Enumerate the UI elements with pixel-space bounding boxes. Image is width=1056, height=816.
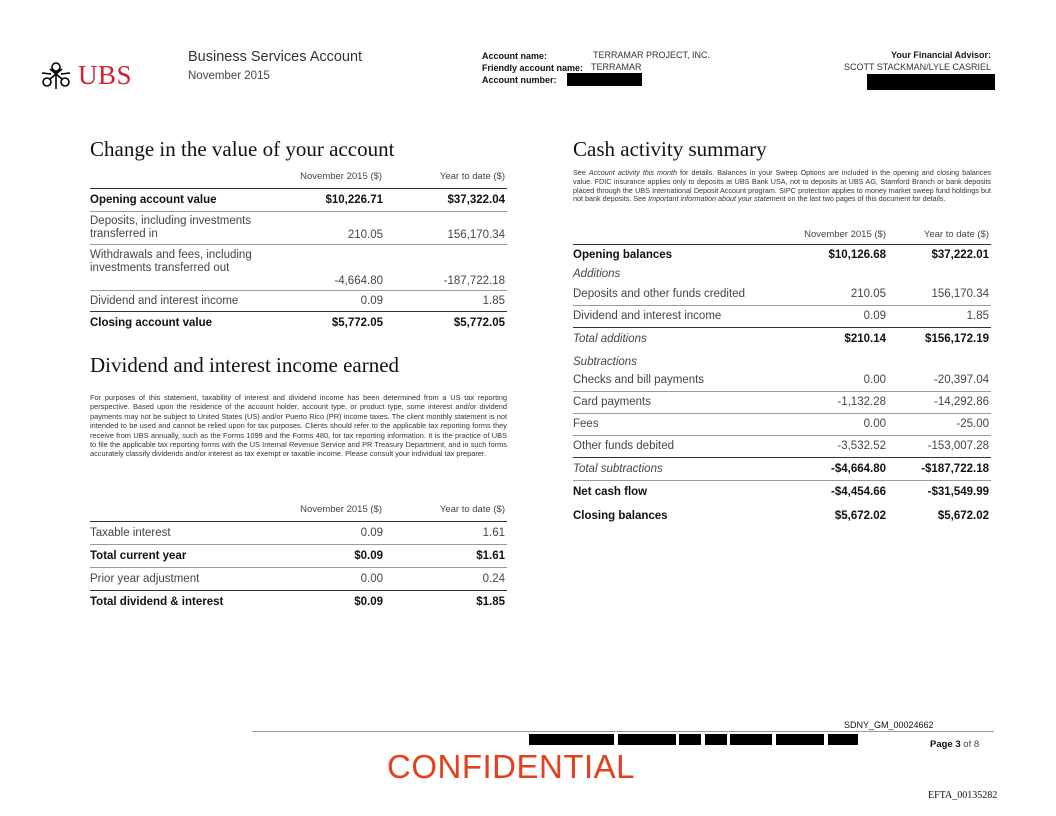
row-value-ytd: $156,172.19: [925, 333, 989, 345]
page-of: of: [963, 739, 972, 750]
row-value-month: 0.00: [863, 374, 886, 386]
row-value-ytd: $5,772.05: [453, 317, 505, 329]
col-header-month: November 2015 ($): [300, 171, 382, 182]
account-number-redaction: [567, 73, 642, 86]
footer-divider: [252, 731, 994, 732]
row-value-month: 210.05: [347, 229, 383, 241]
row-value-ytd: $37,322.04: [447, 194, 505, 206]
row-value-ytd: 156,170.34: [447, 229, 505, 241]
row-value-ytd: $1.85: [476, 596, 505, 608]
logo-text: UBS: [78, 60, 133, 90]
footer-redaction: [679, 734, 701, 745]
footer-redaction: [828, 734, 858, 745]
row-label: Taxable interest: [90, 527, 171, 539]
row-value-month: 0.09: [360, 295, 383, 307]
row-label: Deposits and other funds credited: [573, 288, 745, 300]
subtractions-label: Subtractions: [573, 356, 637, 368]
table-row: [573, 245, 991, 266]
row-value-month: 210.05: [850, 288, 886, 300]
row-label: Checks and bill payments: [573, 374, 705, 386]
row-label: Total additions: [573, 333, 647, 345]
table-row: [90, 291, 507, 312]
account-title: Business Services Account: [188, 49, 363, 65]
row-value-ytd: $1.61: [476, 550, 505, 562]
row-value-month: $5,672.02: [834, 510, 886, 522]
cash-section-title: Cash activity summary: [573, 137, 767, 161]
row-label: Dividend and interest income: [90, 295, 239, 307]
row-value-month: $210.14: [844, 333, 886, 345]
row-value-month: -1,132.28: [837, 396, 886, 408]
change-section-title: Change in the value of your account: [90, 137, 395, 161]
table-row: [90, 189, 507, 212]
row-label: Closing account value: [90, 317, 213, 329]
account-values: [593, 49, 710, 73]
row-label: Other funds debited: [573, 440, 675, 452]
row-value-month: -4,664.80: [334, 275, 383, 287]
tax-disclosure-paragraph: For purposes of this statement, taxability of interest and dividend income has been determined from a US tax reporting perspective. Based upon the residence of the account holder, account type, or product type, some interest and/or dividend payments may not be subject to United States (US) and/or Puerto Rico (PR) income taxes. The client monthly statement is not intended to be used and cannot be relied upon for tax purposes. Clients should refer to the applicable tax reporting forms they receive from UBS annually, such as the Forms 1099 and the Forms 480, for tax reporting information. It is the practice of UBS to file the applicable tax reporting forms with the US Internal Revenue Service and PR Treasury Department, and in such forms accurately classify dividends and/or interest as tax exempt or taxable income. Please consult your individual tax preparer.: [90, 393, 507, 459]
intro-text: for details. Balances in your Sweep Options are included in the opening and closing balances value. FDIC insurance applies only to deposits at UBS Bank USA, not to deposits at UBS AG, Stamford Branch or bank deposits placed through the UBS International Deposit Account program. SIPC protection applies to money market sweep fund holdings but not bank deposits. See: [573, 168, 991, 204]
row-label: Deposits, including investments transferred in: [90, 215, 252, 240]
col-header-ytd: Year to date ($): [923, 229, 989, 240]
row-value-ytd: 156,170.34: [931, 288, 989, 300]
table-row: [573, 458, 991, 481]
table-row: [90, 545, 507, 568]
col-header-month: November 2015 ($): [804, 229, 886, 240]
three-keys-icon: [38, 61, 74, 91]
table-row: [573, 306, 991, 328]
advisor-value: SCOTT STACKMAN/LYLE CASRIEL: [843, 62, 991, 72]
row-value-month: $10,226.71: [325, 194, 383, 206]
row-value-ytd: -$31,549.99: [927, 486, 989, 498]
table-row: [573, 284, 991, 306]
confidential-stamp: CONFIDENTIAL: [387, 748, 636, 785]
intro-text: on the last two pages of this document for details.: [785, 194, 946, 204]
table-row: [90, 522, 507, 545]
row-value-month: 0.09: [863, 310, 886, 322]
col-header-month: November 2015 ($): [300, 504, 382, 515]
footer-redaction: [529, 734, 614, 745]
change-table-header: [90, 168, 507, 189]
row-label: Card payments: [573, 396, 651, 408]
row-value-month: -$4,664.80: [831, 463, 886, 475]
footer-redaction: [705, 734, 727, 745]
row-value-month: $0.09: [354, 596, 383, 608]
footer-redaction: [618, 734, 676, 745]
efta-number: EFTA_00135282: [928, 790, 998, 801]
cash-intro-paragraph: [573, 169, 991, 204]
bates-number: SDNY_GM_00024662: [844, 720, 934, 730]
table-row: [90, 245, 507, 291]
row-value-ytd: 0.24: [482, 573, 505, 585]
row-value-month: 0.00: [360, 573, 383, 585]
page-word: Page: [930, 739, 953, 750]
table-row: [573, 392, 991, 414]
row-value-month: -3,532.52: [837, 440, 886, 452]
row-value-ytd: -14,292.86: [934, 396, 989, 408]
cash-activity-table: [573, 227, 991, 527]
statement-month: November 2015: [188, 70, 270, 82]
row-value-ytd: -187,722.18: [443, 275, 505, 287]
row-value-ytd: 1.61: [482, 527, 505, 539]
change-value-table: [90, 168, 507, 334]
table-row: [573, 505, 991, 527]
important-info-link: Important information about your statement: [648, 194, 786, 204]
row-label: Total subtractions: [573, 463, 663, 475]
intro-text: See: [573, 168, 589, 177]
row-label: Prior year adjustment: [90, 573, 200, 585]
advisor-label: Your Financial Advisor:: [890, 50, 991, 60]
subtractions-heading-row: [573, 350, 991, 370]
row-label: Opening balances: [573, 249, 673, 261]
row-value-month: -$4,454.66: [831, 486, 886, 498]
table-row: [573, 328, 991, 350]
col-header-ytd: Year to date ($): [439, 504, 505, 515]
dividend-table-header: [90, 502, 507, 522]
row-value-month: $5,772.05: [331, 317, 383, 329]
row-label: Dividend and interest income: [573, 310, 722, 322]
additions-label: Additions: [573, 268, 621, 280]
page-number: [930, 739, 979, 750]
advisor-redaction: [867, 74, 995, 90]
table-row: [90, 212, 507, 245]
row-value-ytd: $5,672.02: [937, 510, 989, 522]
row-value-month: $0.09: [354, 550, 383, 562]
row-label: Opening account value: [90, 194, 217, 206]
row-value-ytd: -25.00: [956, 418, 989, 430]
table-row: [90, 568, 507, 591]
cash-table-header: [573, 227, 991, 245]
table-row: [90, 312, 507, 334]
account-activity-link: Account activity this month: [588, 168, 678, 177]
row-label: Closing balances: [573, 510, 668, 522]
account-number-label: Account number:: [482, 75, 557, 85]
account-name-value: TERRAMAR PROJECT, INC.: [593, 50, 711, 60]
table-row: [573, 370, 991, 392]
col-header-ytd: Year to date ($): [439, 171, 505, 182]
account-name-label: Account name:: [482, 51, 548, 61]
footer-redaction: [776, 734, 824, 745]
row-value-ytd: -$187,722.18: [921, 463, 989, 475]
row-label: Withdrawals and fees, including investments transferred out: [90, 249, 252, 274]
friendly-name-value: TERRAMAR: [591, 62, 642, 72]
row-value-ytd: -20,397.04: [934, 374, 989, 386]
row-label: Fees: [573, 418, 599, 430]
row-value-month: $10,126.68: [828, 249, 886, 261]
footer-redaction: [730, 734, 772, 745]
row-value-ytd: -153,007.28: [927, 440, 989, 452]
row-value-ytd: 1.85: [482, 295, 505, 307]
friendly-name-label: Friendly account name:: [482, 63, 584, 73]
row-label: Total current year: [90, 550, 187, 562]
dividend-section-title: Dividend and interest income earned: [90, 353, 400, 377]
row-label: Total dividend & interest: [90, 596, 224, 608]
row-value-ytd: $37,222.01: [931, 249, 989, 261]
dividend-table: [90, 502, 507, 613]
page-current: 3: [955, 739, 961, 750]
row-value-month: 0.00: [863, 418, 886, 430]
additions-heading-row: [573, 266, 991, 284]
ubs-logo: [38, 60, 132, 91]
table-row: [90, 591, 507, 613]
table-row: [573, 436, 991, 458]
page-total: 8: [973, 739, 980, 750]
table-row: [573, 481, 991, 505]
table-row: [573, 414, 991, 436]
row-value-ytd: 1.85: [966, 310, 989, 322]
row-value-month: 0.09: [360, 527, 383, 539]
row-label: Net cash flow: [573, 486, 648, 498]
